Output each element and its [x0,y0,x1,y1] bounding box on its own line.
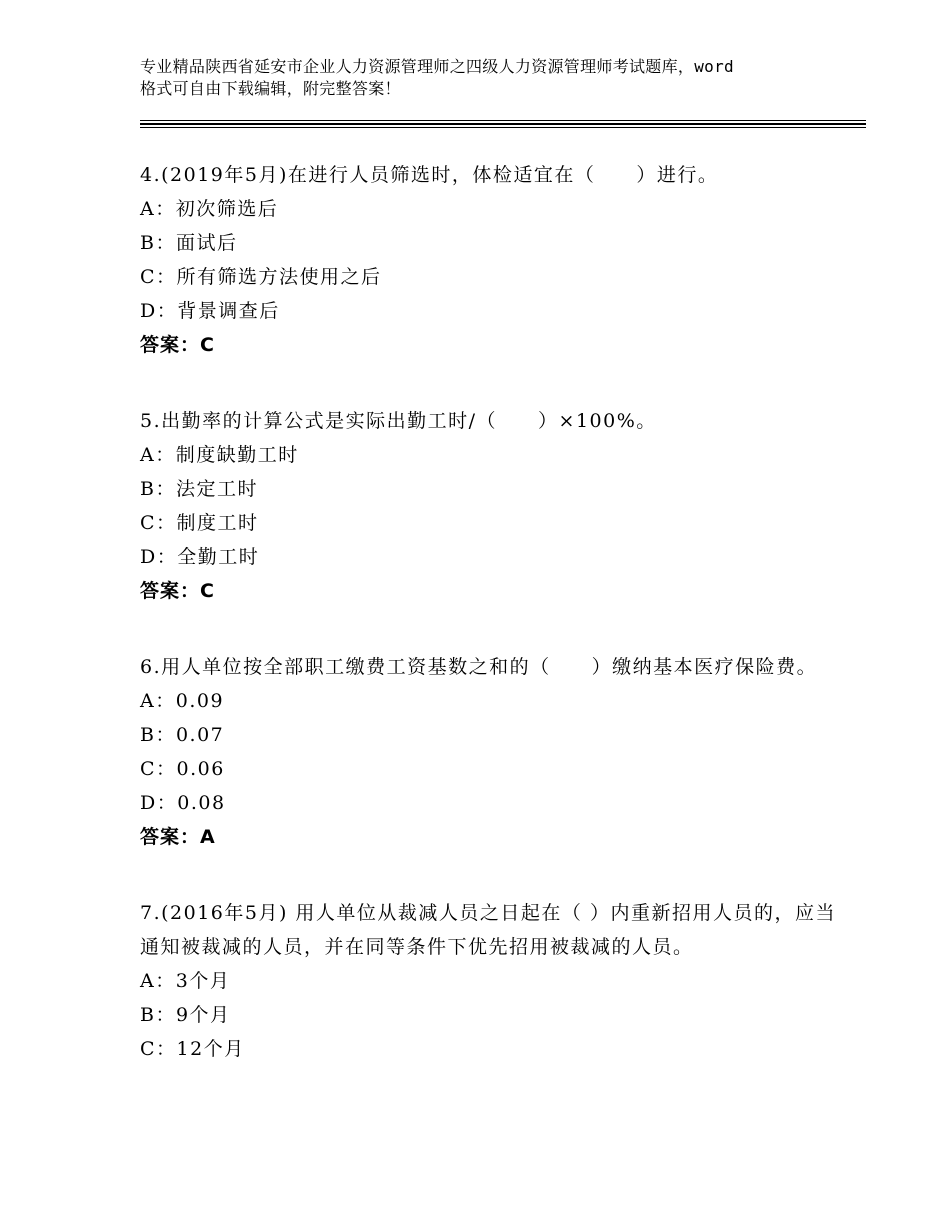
option-text: 所有筛选方法使用之后 [176,266,382,288]
answer-label: 答案：A [140,826,216,848]
option-text: 制度工时 [176,512,259,534]
option-text: 0.09 [175,690,225,712]
option-text: 0.08 [177,792,226,814]
header-title-line-1: 专业精品陕西省延安市企业人力资源管理师之四级人力资源管理师考试题库，word [140,57,734,76]
question-option [140,192,840,226]
option-letter: D： [140,546,178,568]
question-option [140,226,840,260]
option-letter: D： [140,300,178,322]
option-letter: A： [140,198,176,220]
header-divider-bottom [140,127,866,128]
option-letter: B： [140,1004,176,1026]
option-letter: C： [140,1038,177,1060]
question-stem: 4.(2019年5月)在进行人员筛选时，体检适宜在（ ）进行。 [140,164,719,186]
question-block [140,650,840,854]
question-option [140,998,840,1032]
option-letter: A： [140,690,176,712]
option-text: 0.07 [175,724,225,746]
option-text: 全勤工时 [177,546,260,568]
option-text: 3个月 [175,970,231,992]
option-text: 法定工时 [175,478,258,500]
option-letter: C： [140,512,177,534]
option-letter: A： [140,970,176,992]
question-option [140,752,840,786]
header-divider-middle [140,123,866,125]
option-letter: B： [140,232,176,254]
header-title-line-2: 格式可自由下载编辑，附完整答案！ [140,79,401,98]
option-text: 初次筛选后 [175,198,279,220]
question-option [140,506,840,540]
option-letter: A： [140,444,176,466]
question-stem: 5.出勤率的计算公式是实际出勤工时/（ ）×100%。 [140,410,657,432]
question-stem: 6.用人单位按全部职工缴费工资基数之和的（ ）缴纳基本医疗保险费。 [140,656,818,678]
question-option [140,684,840,718]
question-option [140,260,840,294]
option-text: 制度缺勤工时 [175,444,299,466]
question-block [140,404,840,608]
question-option [140,438,840,472]
option-letter: C： [140,266,177,288]
option-text: 背景调查后 [177,300,280,322]
option-letter: D： [140,792,178,814]
option-text: 12个月 [176,1038,245,1060]
option-letter: B： [140,724,176,746]
question-option [140,786,840,820]
header-divider-top [140,120,866,121]
question-option [140,472,840,506]
question-option [140,540,840,574]
option-text: 面试后 [175,232,238,254]
question-block [140,158,840,362]
answer-label: 答案：C [140,580,215,602]
question-option [140,718,840,752]
question-option [140,1032,840,1066]
option-text: 9个月 [175,1004,231,1026]
question-option [140,964,840,998]
question-stem: 7.(2016年5月) 用人单位从裁减人员之日起在（ ）内重新招用人员的，应当通知被裁减的人员，并在同等条件下优先招用被裁减的人员。 [140,902,836,958]
question-list [140,158,840,1108]
answer-label: 答案：C [140,334,215,356]
option-letter: C： [140,758,177,780]
question-option [140,294,840,328]
question-block [140,896,840,1066]
document-header [140,56,840,100]
option-text: 0.06 [176,758,225,780]
option-letter: B： [140,478,176,500]
